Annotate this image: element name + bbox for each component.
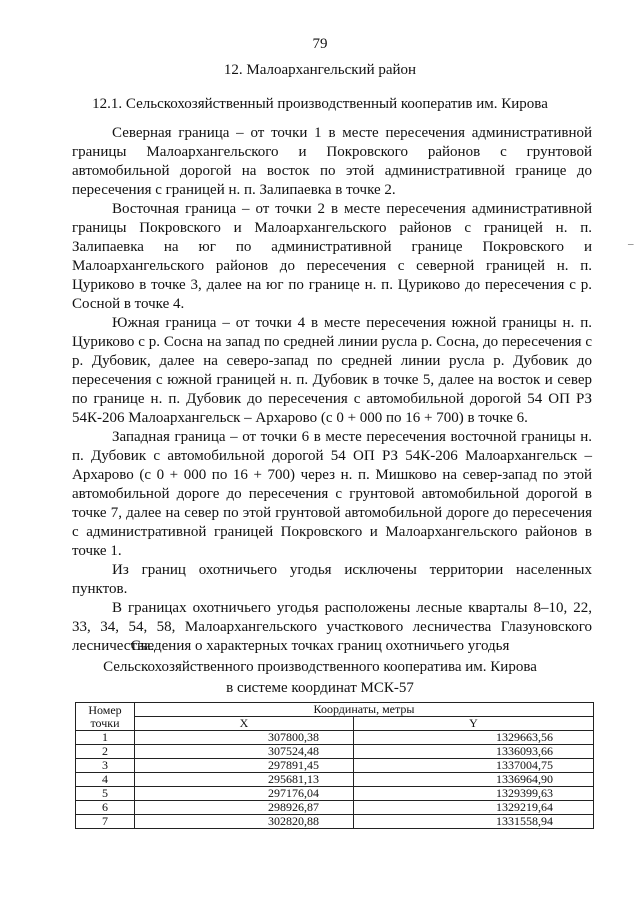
table-subheader-row — [76, 717, 594, 731]
header-x: X — [135, 717, 354, 731]
table-header-row — [76, 703, 594, 717]
cell-y: 1336964,90 — [354, 773, 594, 787]
cell-y: 1329219,64 — [354, 801, 594, 815]
table-row — [76, 745, 594, 759]
cell-y: 1331558,94 — [354, 815, 594, 829]
paragraph-forest-quarters: В границах охотничьего угодья расположены лесные кварталы 8–10, 22, 33, 34, 54, 58, Малоархангельского участкового лесничества Глазуновского лесничества. — [72, 600, 592, 654]
table-row — [76, 787, 594, 801]
header-point-line: Номер — [88, 702, 122, 717]
cell-point: 6 — [76, 801, 135, 815]
paragraph-north-border: Северная граница – от точки 1 в месте пересечения административной границы Малоархангельского и Покровского районов с грунтовой автомобильной дорогой на восток по этой административной границе до пересечения с границей н. п. Залипаевка в точке 2. — [72, 125, 592, 198]
table-row — [76, 815, 594, 829]
paragraph-exclusions: Из границ охотничьего угодья исключены территории населенных пунктов. — [72, 562, 592, 597]
subsection-title: 12.1. Сельскохозяйственный производственный кооператив им. Кирова — [92, 96, 548, 112]
paragraph-west-border: Западная граница – от точки 6 в месте пересечения восточной границы н. п. Дубовик с автомобильной дорогой 54 ОП РЗ 54К-206 Малоархангельск – Архарово (с 0 + 000 по 16 + 700) через н. п. Мишково на север-запад по этой автомобильной дороге до пересечения с грунтовой автомобильной дорогой в точке 7, далее на север по этой грунтовой автомобильной дороге до пересечения с административной границей Покровского и Малоархангельского районов в точке 1. — [72, 429, 592, 559]
section-title: 12. Малоархангельский район — [223, 62, 417, 78]
header-point-line: точки — [90, 715, 120, 730]
cell-x: 298926,87 — [135, 801, 354, 815]
table-heading-line: в системе координат МСК-57 — [226, 680, 414, 696]
cell-x: 295681,13 — [135, 773, 354, 787]
page-number: 79 — [312, 36, 328, 52]
table-heading — [0, 636, 640, 699]
table-heading-line: Сведения о характерных точках границ охотничьего угодья — [130, 638, 510, 654]
paragraph-south-border: Южная граница – от точки 4 в месте пересечения южной границы н. п. Цуриково с р. Сосна на запад по средней линии русла р. Сосна, до пересечения с р. Дубовик, далее на северо-запад по средней линии русла р. Дубовик до пересечения с южной границей н. п. Дубовик в точке 5, далее на восток и север по границе н. п. Дубовик до пересечения с автомобильной дорогой 54 ОП РЗ 54К-206 Малоархангельск – Архарово (с 0 + 000 по 16 + 700) в точке 6. — [72, 315, 592, 426]
table-heading-line: Сельскохозяйственного производственного кооператива им. Кирова — [103, 659, 537, 675]
cell-y: 1336093,66 — [354, 745, 594, 759]
cell-x: 307524,48 — [135, 745, 354, 759]
cell-x: 307800,38 — [135, 731, 354, 745]
table-row — [76, 731, 594, 745]
cell-y: 1337004,75 — [354, 759, 594, 773]
cell-x: 302820,88 — [135, 815, 354, 829]
header-y: Y — [354, 717, 594, 731]
cell-point: 2 — [76, 745, 135, 759]
cell-x: 297176,04 — [135, 787, 354, 801]
coordinates-table — [75, 702, 594, 829]
margin-mark: – — [628, 238, 634, 250]
header-coordinates: Координаты, метры — [135, 703, 594, 717]
table-row — [76, 759, 594, 773]
cell-point: 7 — [76, 815, 135, 829]
cell-y: 1329663,56 — [354, 731, 594, 745]
cell-y: 1329399,63 — [354, 787, 594, 801]
table-row — [76, 773, 594, 787]
paragraph-east-border: Восточная граница – от точки 2 в месте пересечения административной границы Покровского и Малоархангельского районов с границей н. п. Залипаевка на юг по административной границе Покровского и Малоархангельского районов до пересечения с северной границей н. п. Цуриково в точке 3, далее на юг по границе н. п. Цуриково до пересечения с р. Сосной в точке 4. — [72, 201, 592, 312]
cell-point: 5 — [76, 787, 135, 801]
cell-point: 4 — [76, 773, 135, 787]
cell-point: 3 — [76, 759, 135, 773]
table-row — [76, 801, 594, 815]
body-text — [72, 124, 592, 656]
header-point-number — [76, 703, 135, 731]
cell-point: 1 — [76, 731, 135, 745]
cell-x: 297891,45 — [135, 759, 354, 773]
